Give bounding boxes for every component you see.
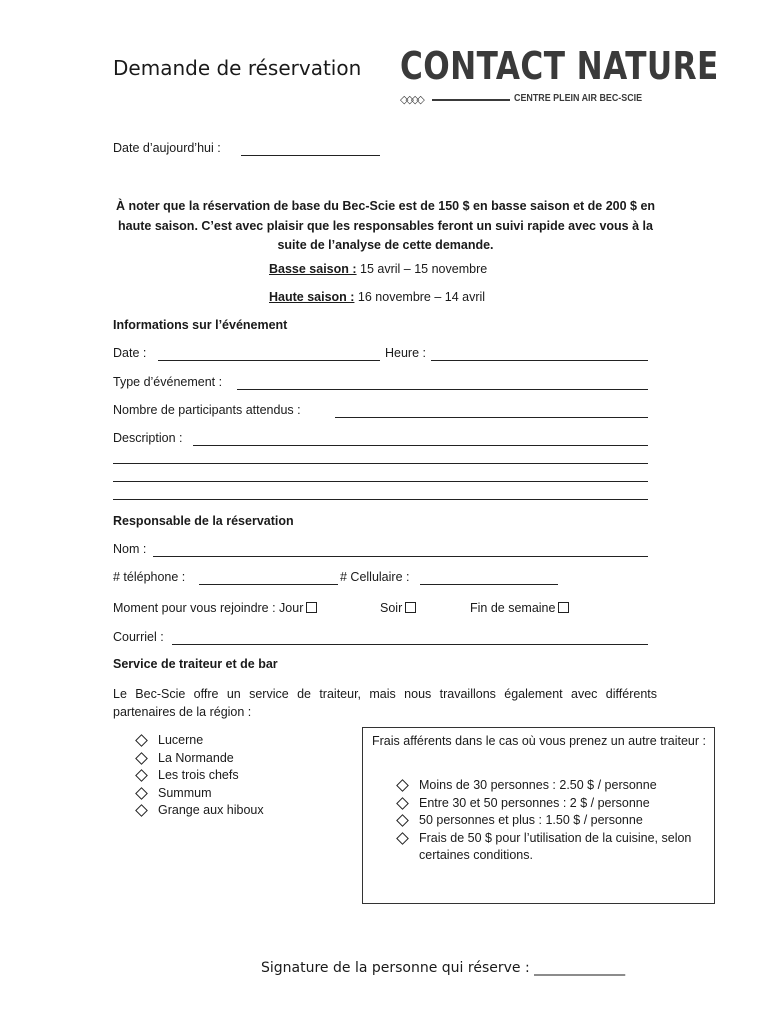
contact-heading: Responsable de la réservation bbox=[113, 514, 294, 528]
cell-label: # Cellulaire : bbox=[340, 570, 410, 584]
catering-paragraph: Le Bec-Scie offre un service de traiteur, mais nous travaillons également avec différents partenaires de la région : bbox=[113, 687, 657, 719]
moment-day-option bbox=[113, 601, 317, 615]
logo-divider bbox=[432, 99, 510, 101]
low-season-dates: 15 avril – 15 novembre bbox=[360, 262, 488, 276]
signature-line[interactable]: Signature de la personne qui réserve : _____________ bbox=[261, 960, 626, 976]
evening-label: Soir bbox=[380, 601, 403, 615]
description-field-line-2[interactable] bbox=[113, 463, 648, 464]
high-season-dates: 16 novembre – 14 avril bbox=[357, 290, 486, 304]
today-date-field[interactable] bbox=[241, 155, 380, 156]
list-item: Les trois chefs bbox=[135, 767, 345, 785]
name-field[interactable] bbox=[153, 556, 648, 557]
day-checkbox[interactable] bbox=[306, 602, 317, 613]
email-label: Courriel : bbox=[113, 630, 164, 644]
phone-label: # téléphone : bbox=[113, 570, 186, 584]
list-item: Frais de 50 $ pour l’utilisation de la cuisine, selon certaines conditions. bbox=[396, 830, 706, 865]
today-date-label: Date d’aujourd’hui : bbox=[113, 141, 221, 155]
moment-evening-option bbox=[380, 601, 416, 615]
high-season-label: Haute saison : bbox=[269, 290, 355, 304]
high-season bbox=[269, 290, 485, 304]
low-season bbox=[269, 262, 487, 276]
list-item: Summum bbox=[135, 785, 345, 803]
event-date-field[interactable] bbox=[158, 360, 380, 361]
weekend-label: Fin de semaine bbox=[470, 601, 556, 615]
weekend-checkbox[interactable] bbox=[558, 602, 569, 613]
event-date-label: Date : bbox=[113, 346, 147, 360]
list-item: La Normande bbox=[135, 750, 345, 768]
moment-weekend-option bbox=[470, 601, 569, 615]
list-item: Entre 30 et 50 personnes : 2 $ / personne bbox=[396, 795, 706, 813]
event-type-label: Type d’événement : bbox=[113, 375, 223, 389]
participants-field[interactable] bbox=[335, 417, 648, 418]
catering-heading: Service de traiteur et de bar bbox=[113, 657, 278, 671]
low-season-label: Basse saison : bbox=[269, 262, 357, 276]
fees-list bbox=[396, 777, 706, 865]
list-item: 50 personnes et plus : 1.50 $ / personne bbox=[396, 812, 706, 830]
description-field-line-4[interactable] bbox=[113, 499, 648, 500]
logo-wordmark: CONTACT NATURE bbox=[400, 44, 719, 88]
page-title: Demande de réservation bbox=[113, 56, 362, 80]
event-heading: Informations sur l’événement bbox=[113, 318, 288, 332]
email-field[interactable] bbox=[172, 644, 648, 645]
participants-label: Nombre de participants attendus : bbox=[113, 403, 301, 417]
description-label: Description : bbox=[113, 431, 183, 445]
list-item: Lucerne bbox=[135, 732, 345, 750]
cell-field[interactable] bbox=[420, 584, 558, 585]
event-type-field[interactable] bbox=[237, 389, 648, 390]
pricing-notice: À noter que la réservation de base du Bec-Scie est de 150 $ en basse saison et de 200 $ en haute saison. C’est avec plaisir que les responsables feront un suivi rapide avec vous à la suite de l’analyse de cette demande. bbox=[115, 199, 656, 252]
moment-label: Moment pour vous rejoindre : Jour bbox=[113, 601, 304, 615]
knot-icon: ◇◇◇◇ bbox=[400, 94, 422, 106]
list-item: Moins de 30 personnes : 2.50 $ / personne bbox=[396, 777, 706, 795]
fees-box bbox=[362, 727, 715, 904]
partners-list bbox=[135, 732, 345, 820]
contact-nature-logo bbox=[396, 44, 719, 112]
name-label: Nom : bbox=[113, 542, 147, 556]
description-field-line-1[interactable] bbox=[193, 445, 648, 446]
logo-subtitle: CENTRE PLEIN AIR BEC-SCIE bbox=[514, 92, 643, 104]
event-time-field[interactable] bbox=[431, 360, 648, 361]
event-time-label: Heure : bbox=[385, 346, 426, 360]
phone-field[interactable] bbox=[199, 584, 338, 585]
description-field-line-3[interactable] bbox=[113, 481, 648, 482]
fees-title: Frais afférents dans le cas où vous prenez un autre traiteur : bbox=[372, 734, 706, 748]
list-item: Grange aux hiboux bbox=[135, 802, 345, 820]
evening-checkbox[interactable] bbox=[405, 602, 416, 613]
